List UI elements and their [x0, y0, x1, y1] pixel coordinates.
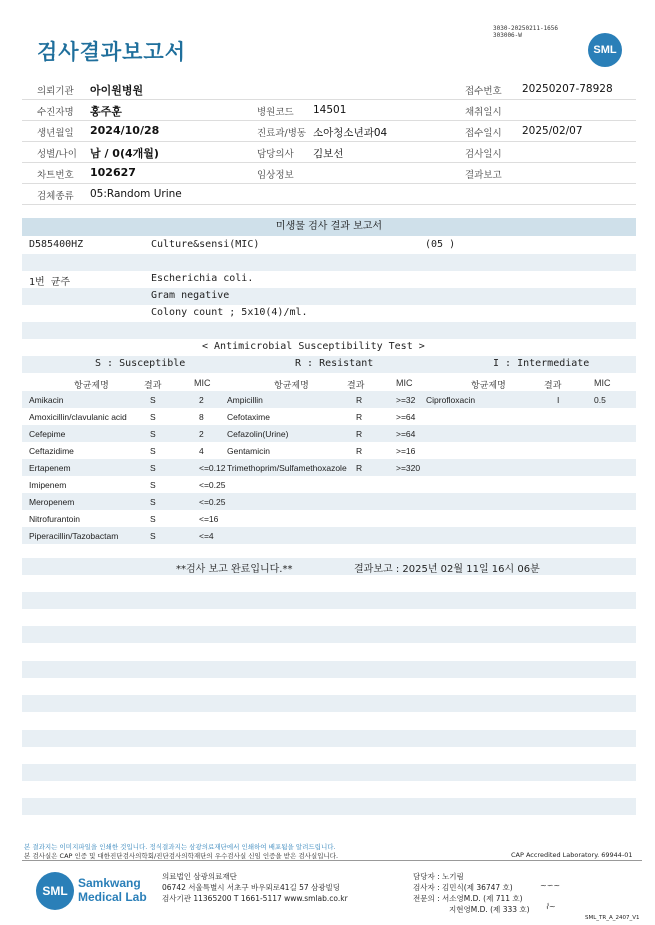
drug-result: S [150, 429, 156, 439]
drug-result: S [150, 497, 156, 507]
drug-mic: >=32 [396, 395, 416, 405]
ast-row [22, 408, 636, 425]
ast-header-row: 항균제명 결과 MIC 항균제명 결과 MIC 항균제명 결과 MIC [74, 378, 611, 390]
info-row: 성별/나이 남 / 0(4개월) 담당의사 김보선 검사일시 [22, 142, 636, 163]
dob-value: 2024/10/28 [90, 124, 160, 137]
info-row: 의뢰기관 아이원병원 접수번호 20250207-78928 [22, 79, 636, 100]
lab-brand: Samkwang Medical Lab [78, 876, 147, 904]
blank-band [22, 592, 636, 609]
drug-mic: 8 [199, 412, 204, 422]
drug-name: Ceftazidime [29, 446, 74, 456]
drug-mic: >=64 [396, 429, 416, 439]
cap-note: CAP Accredited Laboratory. 69944-01 [511, 851, 633, 859]
drug-result: S [150, 412, 156, 422]
specimen-value: 05:Random Urine [90, 188, 182, 200]
drug-name: Amoxicillin/clavulanic acid [29, 412, 127, 422]
drug-result: S [150, 446, 156, 456]
drug-name: Amikacin [29, 395, 64, 405]
ast-row [22, 459, 636, 476]
chart-value: 102627 [90, 166, 136, 179]
organism: Escherichia coli. [151, 273, 254, 284]
drug-name: Piperacillin/Tazobactam [29, 531, 119, 541]
drug-mic: <=0.25 [199, 480, 226, 490]
disclaimer-note: 본 결과지는 이미지파일을 인쇄한 것입니다. 정식결과지는 삼광의료재단에서 인쇄하여 배포됨을 알려드립니다. [24, 843, 336, 851]
drug-name: Gentamicin [227, 446, 270, 456]
info-row: 수진자명 홍주훈 병원코드 14501 채취일시 [22, 100, 636, 121]
drug-name: Ampicillin [227, 395, 263, 405]
receipt-date-value: 2025/02/07 [522, 125, 583, 137]
legend-intermediate: I : Intermediate [493, 358, 590, 369]
drug-mic: 0.5 [594, 395, 606, 405]
drug-result: S [150, 514, 156, 524]
drug-mic: <=0.12 [199, 463, 226, 473]
test-number: (05 ) [425, 239, 456, 250]
form-code: SML_TR_A_2407_V1 [585, 915, 640, 921]
drug-name: Trimethoprim/Sulfamethoxazole [227, 463, 347, 473]
test-name: Culture&sensi(MIC) [151, 239, 260, 250]
drug-mic: <=0.25 [199, 497, 226, 507]
micro-section-title: 미생물 검사 결과 보고서 [22, 218, 636, 236]
gram-stain: Gram negative [151, 290, 230, 301]
sex-age-value: 남 / 0(4개월) [90, 147, 159, 160]
drug-name: Cefepime [29, 429, 66, 439]
strain-label: 1번 균주 [29, 277, 71, 288]
patient-info-table [22, 79, 636, 205]
drug-mic: 4 [199, 446, 204, 456]
test-code: D585400HZ [29, 239, 84, 250]
ast-row [22, 493, 636, 510]
drug-name: Meropenem [29, 497, 75, 507]
colony-count: Colony count ; 5x10(4)/ml. [151, 307, 308, 318]
drug-result: S [150, 480, 156, 490]
blank-band [22, 798, 636, 815]
ast-row [22, 425, 636, 442]
drug-name: Nitrofurantoin [29, 514, 81, 524]
drug-result: S [150, 395, 156, 405]
staff-list: 담당자 : 노기림 검사자 : 김민식(제 36747 호) 전문의 : 서소영M.D. (제 711 호) 지현영M.D. (제 333 호) [413, 872, 530, 914]
completion-message: **검사 보고 완료입니다.** [176, 564, 293, 575]
blank-band [22, 254, 636, 271]
drug-result: R [356, 446, 363, 456]
legend-susceptible: S : Susceptible [95, 358, 186, 369]
document-id: 3030-20250211-1656 303006-W [493, 25, 559, 39]
patient-value: 홍주훈 [90, 105, 122, 118]
blank-band [22, 626, 636, 643]
signature-mark: ~∽~ [540, 881, 561, 890]
institution-value: 아이원병원 [90, 84, 144, 97]
hospital-code-value: 14501 [313, 104, 347, 116]
drug-result: R [356, 463, 363, 473]
drug-name: Cefotaxime [227, 412, 270, 422]
blank-band [22, 322, 636, 339]
sml-logo-icon: SML [588, 33, 622, 67]
info-row: 검체종류 05:Random Urine [22, 184, 636, 205]
drug-result: S [150, 463, 156, 473]
drug-result: R [356, 395, 363, 405]
receipt-no-value: 20250207-78928 [522, 83, 613, 95]
drug-mic: >=16 [396, 446, 416, 456]
drug-mic: 2 [199, 395, 204, 405]
report-time: 결과보고 : 2025년 02월 11일 16시 06분 [354, 564, 540, 575]
signature-mark: ⌇~ [545, 902, 556, 911]
ast-title: < Antimicrobial Susceptibility Test > [202, 341, 425, 352]
drug-result: S [150, 531, 156, 541]
report-title: 검사결과보고서 [37, 40, 187, 64]
gram-band [22, 288, 636, 305]
drug-result: R [356, 429, 363, 439]
accreditation-note: 본 검사실은 CAP 인증 및 대한진단검사의학회/진단검사의학재단의 우수검사실 신임 인증을 받은 검사실입니다. [24, 852, 339, 860]
sml-logo-icon: SML [36, 872, 74, 910]
drug-name: Ertapenem [29, 463, 71, 473]
ast-row [22, 391, 636, 408]
drug-name: Imipenem [29, 480, 67, 490]
drug-name: Ciprofloxacin [426, 395, 476, 405]
drug-mic: <=16 [199, 514, 219, 524]
info-row: 생년월일 2024/10/28 진료과/병동 소아청소년과04 접수일시 2025/02/07 [22, 121, 636, 142]
doctor-value: 김보선 [313, 148, 344, 160]
ast-row [22, 476, 636, 493]
legend-resistant: R : Resistant [295, 358, 374, 369]
drug-mic: >=64 [396, 412, 416, 422]
blank-band [22, 730, 636, 747]
test-row [22, 237, 636, 254]
info-row: 차트번호 102627 임상정보 결과보고 [22, 163, 636, 184]
dept-value: 소아청소년과04 [313, 127, 388, 139]
footer-divider [22, 860, 642, 861]
blank-band [22, 661, 636, 678]
drug-name: Cefazolin(Urine) [227, 429, 289, 439]
lab-address: 의료법인 삼광의료재단 06742 서울특별시 서초구 바우뫼로41길 57 삼광빌딩 검사기관 11365200 T 1661-5117 www.smlab.co.kr [162, 872, 348, 903]
blank-band [22, 764, 636, 781]
drug-mic: 2 [199, 429, 204, 439]
drug-mic: <=4 [199, 531, 214, 541]
ast-row [22, 442, 636, 459]
drug-mic: >=320 [396, 463, 421, 473]
ast-row [22, 510, 636, 527]
completion-band [22, 558, 636, 575]
drug-result: R [356, 412, 363, 422]
ast-row [22, 527, 636, 544]
drug-result: I [557, 395, 560, 405]
blank-band [22, 695, 636, 712]
